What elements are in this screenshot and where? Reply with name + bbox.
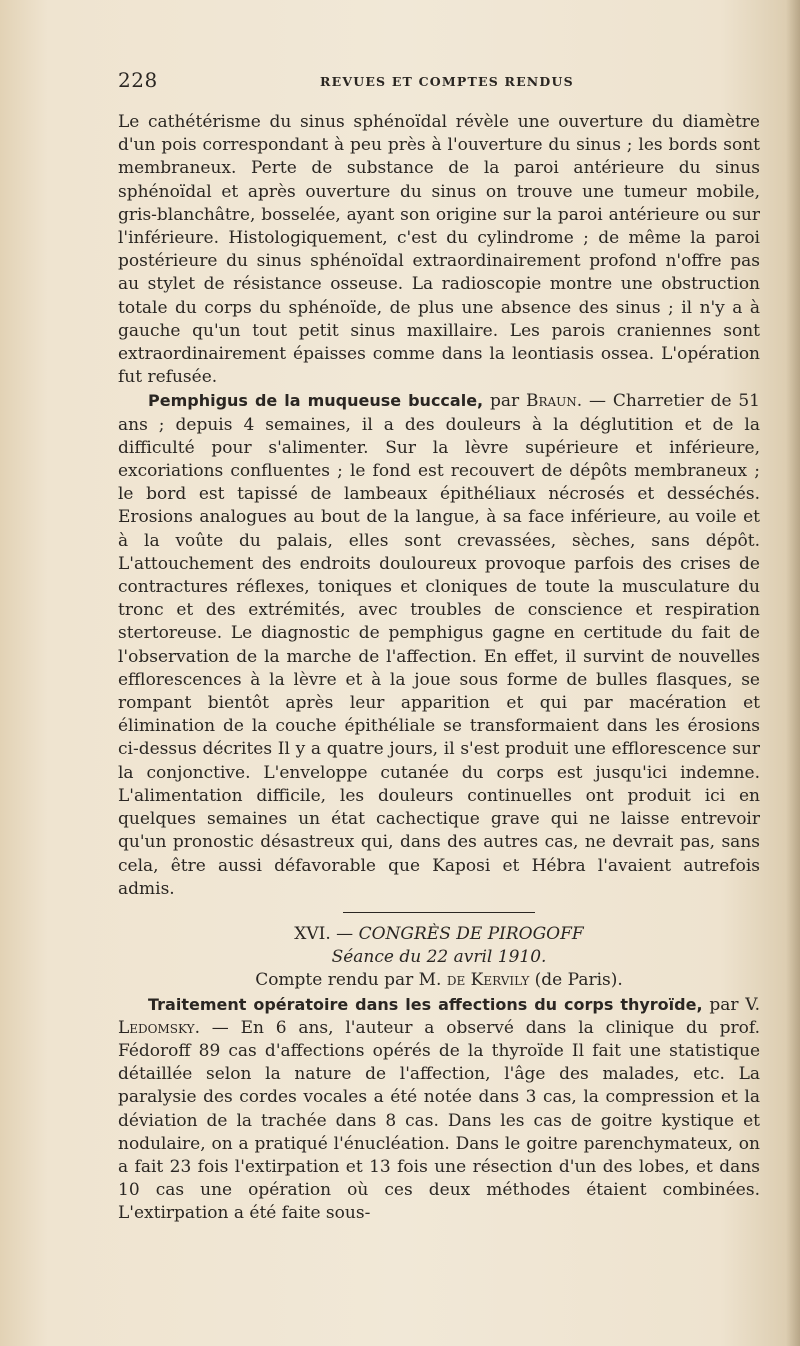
section-heading bbox=[118, 923, 760, 946]
report-suffix: (de Paris). bbox=[529, 970, 623, 991]
reporter-name: de Kervily bbox=[446, 970, 530, 991]
author-braun: Braun bbox=[525, 391, 577, 412]
report-prefix: Compte rendu par M. bbox=[255, 970, 447, 991]
pemphigus-text: . — Charretier de 51 ans ; depuis 4 semaines, il a des douleurs à la déglutition et de la difficulté pour s'alimenter. Sur la lèvre supérieure et inférieure, excoriations confluentes ; le fond est recouvert de dépôts membraneux ; le bord est tapissé de lambeaux épithéliaux nécrosés et desséchés. Erosions analogues au bout de la langue, à sa face inférieure, au voile et à la voûte du palais, elles sont crevassées, sèches, sans dépôt. L'attouchement des endroits douloureux provoque parfois des crises de contractures réflexes, toniques et cloniques de toute la musculature du tronc et des extrémités, avec troubles de conscience et respiration stertoreuse. Le diagnostic de pemphigus gagne en certitude du fait de l'observation de la marche de l'affection. En effet, il survint de nouvelles efflorescences à la lèvre et à la joue sous forme de bulles flasques, se rompant bientôt après leur apparition et qui par macération et élimination de la couche épithéliale se transformaient dans les érosions ci-dessus décrites Il y a quatre jours, il s'est produit une efflorescence sur la conjonctive. L'enveloppe cutanée du corps est jusqu'ici indemne. L'alimentation difficile, les douleurs continuelles ont produit ici en quelques semaines un état cachectique grave qui ne laisse entrevoir qu'un pronostic désastreux qui, dans des autres cas, ne devrait pas, sans cela, être aussi défavorable que Kaposi et Hébra l'avaient autrefois admis. bbox=[118, 391, 760, 899]
page-number: 228 bbox=[118, 68, 158, 92]
report-credit bbox=[118, 969, 760, 992]
thyroid-text: . — En 6 ans, l'auteur a observé dans la clinique du prof. Fédoroff 89 cas d'affections opérés de la thyroïde Il fait une statistique détaillée selon la nature de l'affection, l'âge des malades, etc. La paralysie des cordes vocales a été notée dans 3 cas, la compression et la déviation de la trachée dans 8 cas. Dans les cas de goitre kystique et nodulaire, on a pratiqué l'énucléation. Dans le goitre parenchymateux, on a fait 23 fois l'extirpation et 13 fois une résection d'un des lobes, et dans 10 cas une opération où ces deux méthodes étaient combinées. L'extirpation a été faite sous- bbox=[118, 1017, 760, 1224]
session-date: Séance du 22 avril 1910. bbox=[331, 947, 547, 968]
article-heading-thyroid: Traitement opératoire dans les affections du corps thyroïde, bbox=[148, 994, 703, 1014]
running-title: REVUES ET COMPTES RENDUS bbox=[320, 74, 574, 89]
by-word-thyroid: par V. bbox=[702, 994, 760, 1015]
article-heading-pemphigus: Pemphigus de la muqueuse buccale, bbox=[148, 391, 484, 411]
paragraph-sphenoid-case: Le cathétérisme du sinus sphénoïdal révèle une ouverture du diamètre d'un pois correspondant à peu près à l'ouverture du sinus ; les bords sont membraneux. Perte de substance de la paroi antérieure du sinus sphénoïdal et après ouverture du sinus on trouve une tumeur mobile, gris-blanchâtre, bosselée, ayant son origine sur la paroi antérieure ou sur l'inférieure. Histologiquement, c'est du cylindrome ; de même la paroi postérieure du sinus sphénoïdal extraordinairement profond n'offre pas au stylet de résistance osseuse. La radioscopie montre une obstruction totale du corps du sphénoïde, de plus une absence des sinus ; il n'y a à gauche qu'un tout petit sinus maxillaire. Les parois craniennes sont extraordinairement épaisses comme dans la leontiasis ossea. L'opération fut refusée. bbox=[118, 112, 760, 388]
by-word: par bbox=[483, 391, 526, 412]
author-ledomsky: Ledomsky bbox=[118, 1017, 195, 1038]
section-divider bbox=[343, 912, 535, 913]
section-number: XVI. — bbox=[294, 923, 359, 944]
paragraph-thyroid bbox=[118, 993, 760, 1226]
body-text bbox=[118, 111, 760, 1226]
section-title: CONGRÈS DE PIROGOFF bbox=[358, 923, 584, 944]
running-head bbox=[118, 68, 758, 94]
paragraph-pemphigus bbox=[118, 389, 760, 900]
page-edge-shadow bbox=[786, 0, 800, 1346]
